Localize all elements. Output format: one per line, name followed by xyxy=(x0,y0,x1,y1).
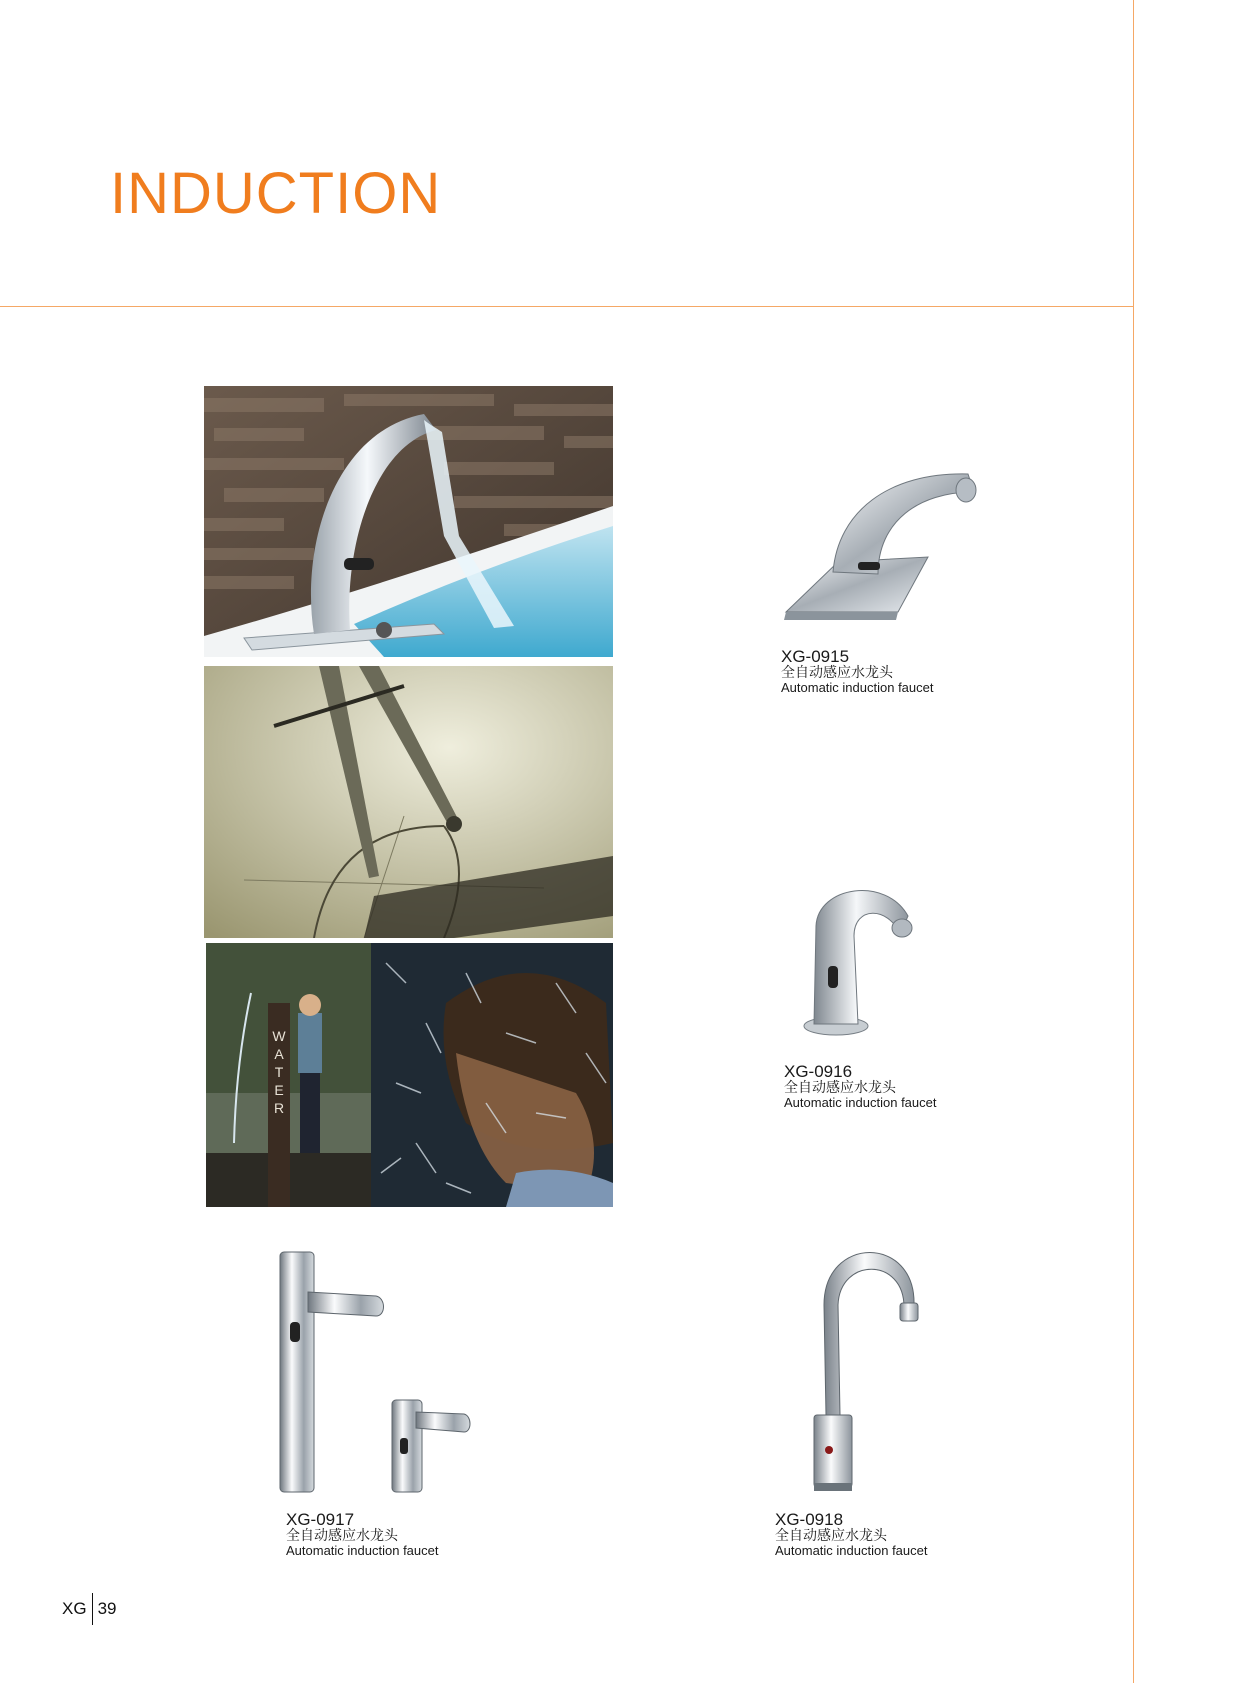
page-number: 39 xyxy=(97,1599,117,1618)
product-name-en: Automatic induction faucet xyxy=(286,1543,439,1558)
right-margin-rule xyxy=(1133,0,1134,1683)
product-caption-xg-0918 xyxy=(775,1511,927,1557)
compass-photo xyxy=(204,666,613,938)
product-code: XG-0916 xyxy=(784,1062,853,1081)
page-footer xyxy=(62,1593,116,1625)
product-name-en: Automatic induction faucet xyxy=(775,1543,928,1558)
faucet-xg-0918-image xyxy=(796,1245,926,1495)
water-post-letter: A xyxy=(274,1046,284,1062)
footer-brand: XG xyxy=(62,1599,87,1618)
water-post-letter: T xyxy=(274,1064,284,1080)
page-title: INDUCTION xyxy=(110,161,442,226)
product-caption-xg-0917 xyxy=(286,1511,438,1557)
product-code: XG-0915 xyxy=(781,647,850,666)
product-name-cn: 全自动感应水龙头 xyxy=(781,665,893,681)
product-name-cn: 全自动感应水龙头 xyxy=(775,1528,887,1544)
water-kids-photo xyxy=(206,943,613,1207)
footer-separator xyxy=(92,1593,93,1625)
water-post-letter: W xyxy=(272,1028,286,1044)
product-code: XG-0917 xyxy=(286,1510,355,1529)
water-post-letter: R xyxy=(273,1100,285,1116)
product-name-en: Automatic induction faucet xyxy=(781,680,934,695)
product-name-cn: 全自动感应水龙头 xyxy=(286,1528,398,1544)
product-caption-xg-0916 xyxy=(784,1063,936,1109)
bath-faucet-photo xyxy=(204,386,613,657)
product-name-en: Automatic induction faucet xyxy=(784,1095,937,1110)
product-caption-xg-0915 xyxy=(781,648,933,694)
product-name-cn: 全自动感应水龙头 xyxy=(784,1080,896,1096)
water-post-letter: E xyxy=(274,1082,284,1098)
product-code: XG-0918 xyxy=(775,1510,844,1529)
faucet-xg-0917-image xyxy=(268,1250,473,1500)
faucet-xg-0916-image xyxy=(796,876,926,1041)
faucet-xg-0915-image xyxy=(778,462,983,627)
header-divider xyxy=(0,306,1134,307)
